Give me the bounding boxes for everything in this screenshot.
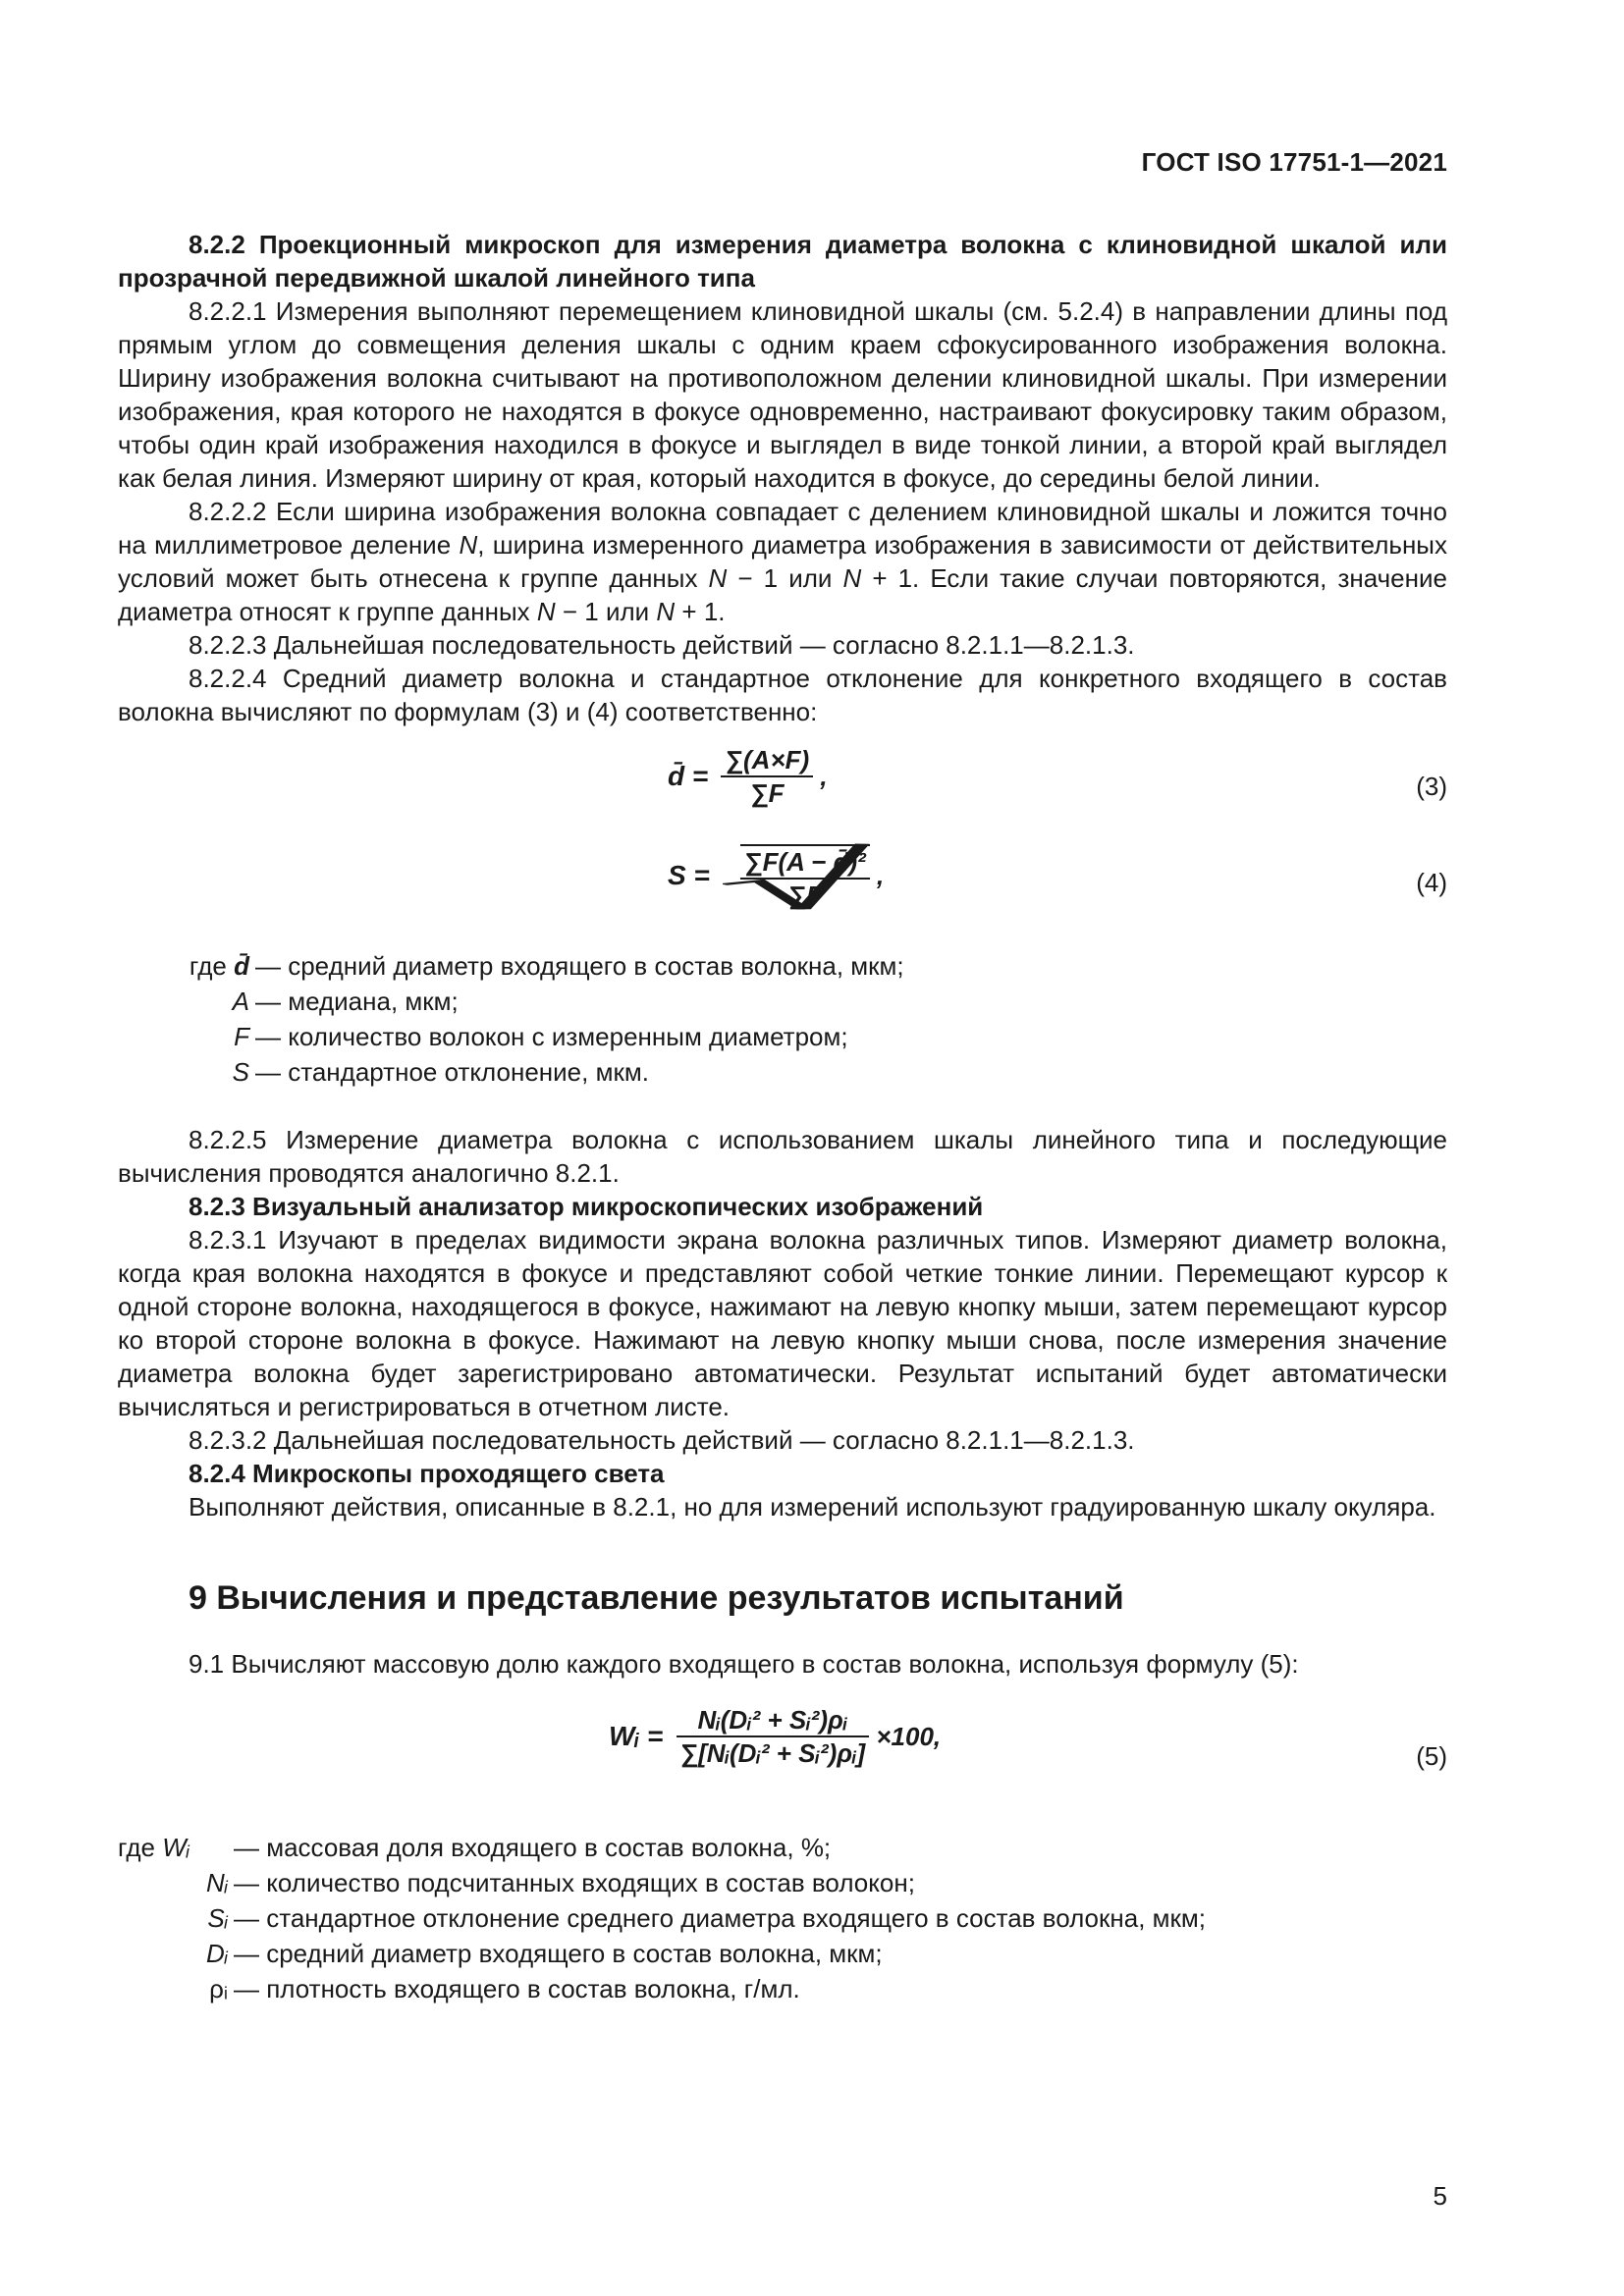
definition-row: Nᵢ — количество подсчитанных входящих в состав волокон; (205, 1868, 915, 1897)
definition-row: S — стандартное отклонение, мкм. (232, 1057, 649, 1087)
section-8-2-2-heading: 8.2.2 Проекционный микроскоп для измерения диаметра волокна с клиновидной шкалой или прозрачной передвижной шкалой линейного типа (118, 230, 1447, 293)
formula-3 (118, 744, 1447, 832)
formula-5-lhs: Wᵢ = (609, 1721, 664, 1751)
formula-3-tail: , (820, 762, 828, 791)
paragraph-8-2-2-2: 8.2.2.2 Если ширина изображения волокна совпадает с делением клиновидной шкалы и ложится точно на миллиметровое деление N, ширина измеренного диаметра изображения в зависимости от действительных условий может быть отнесена к группе данных N − 1 или N + 1. Если такие случаи повторяются, значение диаметра относят к группе данных N − 1 или N + 1. (118, 497, 1447, 626)
formula-4-denominator: ∑F (787, 881, 823, 910)
section-8-2-3-heading: 8.2.3 Визуальный анализатор микроскопических изображений (189, 1192, 984, 1221)
definition-row: Dᵢ — средний диаметр входящего в состав волокна, мкм; (205, 1939, 883, 1968)
paragraph-8-2-3-2: 8.2.3.2 Дальнейшая последовательность действий — согласно 8.2.1.1—8.2.1.3. (189, 1425, 1135, 1455)
page-content (118, 228, 1447, 2006)
definition-row: ρᵢ — плотность входящего в состав волокна, г/мл. (209, 1974, 800, 2003)
definition-row: F — количество волокон с измеренным диаметром; (234, 1022, 848, 1051)
formula-3-lhs: d̄ = (668, 761, 709, 791)
formula-4-number: (4) (1416, 868, 1447, 897)
formula-3-numerator: ∑(A×F) (721, 744, 813, 777)
definition-row: где Wᵢ — массовая доля входящего в состав волокна, %; (118, 1833, 832, 1862)
paragraph-9-1: 9.1 Вычисляют массовую долю каждого входящего в состав волокна, используя формулу (5): (189, 1649, 1299, 1679)
formula-5-number: (5) (1416, 1741, 1447, 1771)
paragraph-8-2-2-4: 8.2.2.4 Средний диаметр волокна и стандартное отклонение для конкретного входящего в состав волокна вычисляют по формулам (3) и (4) соответственно: (118, 664, 1447, 726)
page-number: 5 (1433, 2181, 1447, 2211)
paragraph-8-2-2-3: 8.2.2.3 Дальнейшая последовательность действий — согласно 8.2.1.1—8.2.1.3. (189, 630, 1135, 660)
definition-row: Sᵢ — стандартное отклонение среднего диаметра входящего в состав волокна, мкм; (207, 1903, 1207, 1933)
section-9-heading: 9 Вычисления и представление результатов испытаний (189, 1579, 1124, 1617)
formula-4-tail: , (877, 861, 885, 890)
paragraph-8-2-2-5: 8.2.2.5 Измерение диаметра волокна с использованием шкалы линейного типа и последующие вычисления проводятся аналогично 8.2.1. (118, 1125, 1447, 1188)
paragraph-8-2-3-1: 8.2.3.1 Изучают в пределах видимости экрана волокна различных типов. Измеряют диаметр волокна, когда края волокна находятся в фокусе и представляют собой четкие тонкие линии. Перемещают курсор к одной стороне волокна, находящегося в фокусе, нажимают на левую кнопку мыши, затем перемещают курсор ко второй стороне волокна в фокусе. Нажимают на левую кнопку мыши снова, после измерения значение диаметра волокна будет зарегистрировано автоматически. Результат испытаний будет автоматически вычисляться и регистрироваться в отчетном листе. (118, 1225, 1447, 1421)
formula-4 (118, 840, 1447, 938)
formula-5 (118, 1704, 1447, 1812)
formula-4-numerator: ∑F(A − d̄)² (740, 846, 870, 880)
formula-5-tail: ×100, (876, 1722, 942, 1751)
formula-4-lhs: S = (668, 860, 710, 890)
document-id: ГОСТ ISO 17751-1—2021 (1141, 147, 1447, 177)
formula-3-number: (3) (1416, 772, 1447, 801)
formula-5-denominator: ∑[Nᵢ(Dᵢ² + Sᵢ²)ρᵢ] (679, 1738, 866, 1768)
definition-row: A — медиана, мкм; (232, 987, 459, 1016)
formula-3-denominator: ∑F (750, 778, 785, 808)
definitions-3-4 (118, 948, 1447, 1090)
definitions-5 (118, 1830, 1447, 2006)
formula-5-numerator: Nᵢ(Dᵢ² + Sᵢ²)ρᵢ (677, 1704, 870, 1737)
section-8-2-4-heading: 8.2.4 Микроскопы проходящего света (189, 1459, 665, 1488)
square-root-sign (723, 840, 870, 911)
paragraph-8-2-4: Выполняют действия, описанные в 8.2.1, но для измерений используют градуированную шкалу окуляра. (189, 1492, 1436, 1522)
radical-icon (723, 840, 870, 911)
definition-row: где d̄ — средний диаметр входящего в состав волокна, мкм; (189, 951, 904, 981)
paragraph-8-2-2-1: 8.2.2.1 Измерения выполняют перемещением клиновидной шкалы (см. 5.2.4) в направлении длины под прямым углом до совмещения деления шкалы с одним краем сфокусированного изображения волокна. Ширину изображения волокна считывают на противоположном делении клиновидной шкалы. При измерении изображения, края которого не находятся в фокусе одновременно, настраивают фокусировку таким образом, чтобы один край изображения находился в фокусе и выглядел в виде тонкой линии, а второй край выглядел как белая линия. Измеряют ширину от края, который находится в фокусе, до середины белой линии. (118, 296, 1447, 493)
